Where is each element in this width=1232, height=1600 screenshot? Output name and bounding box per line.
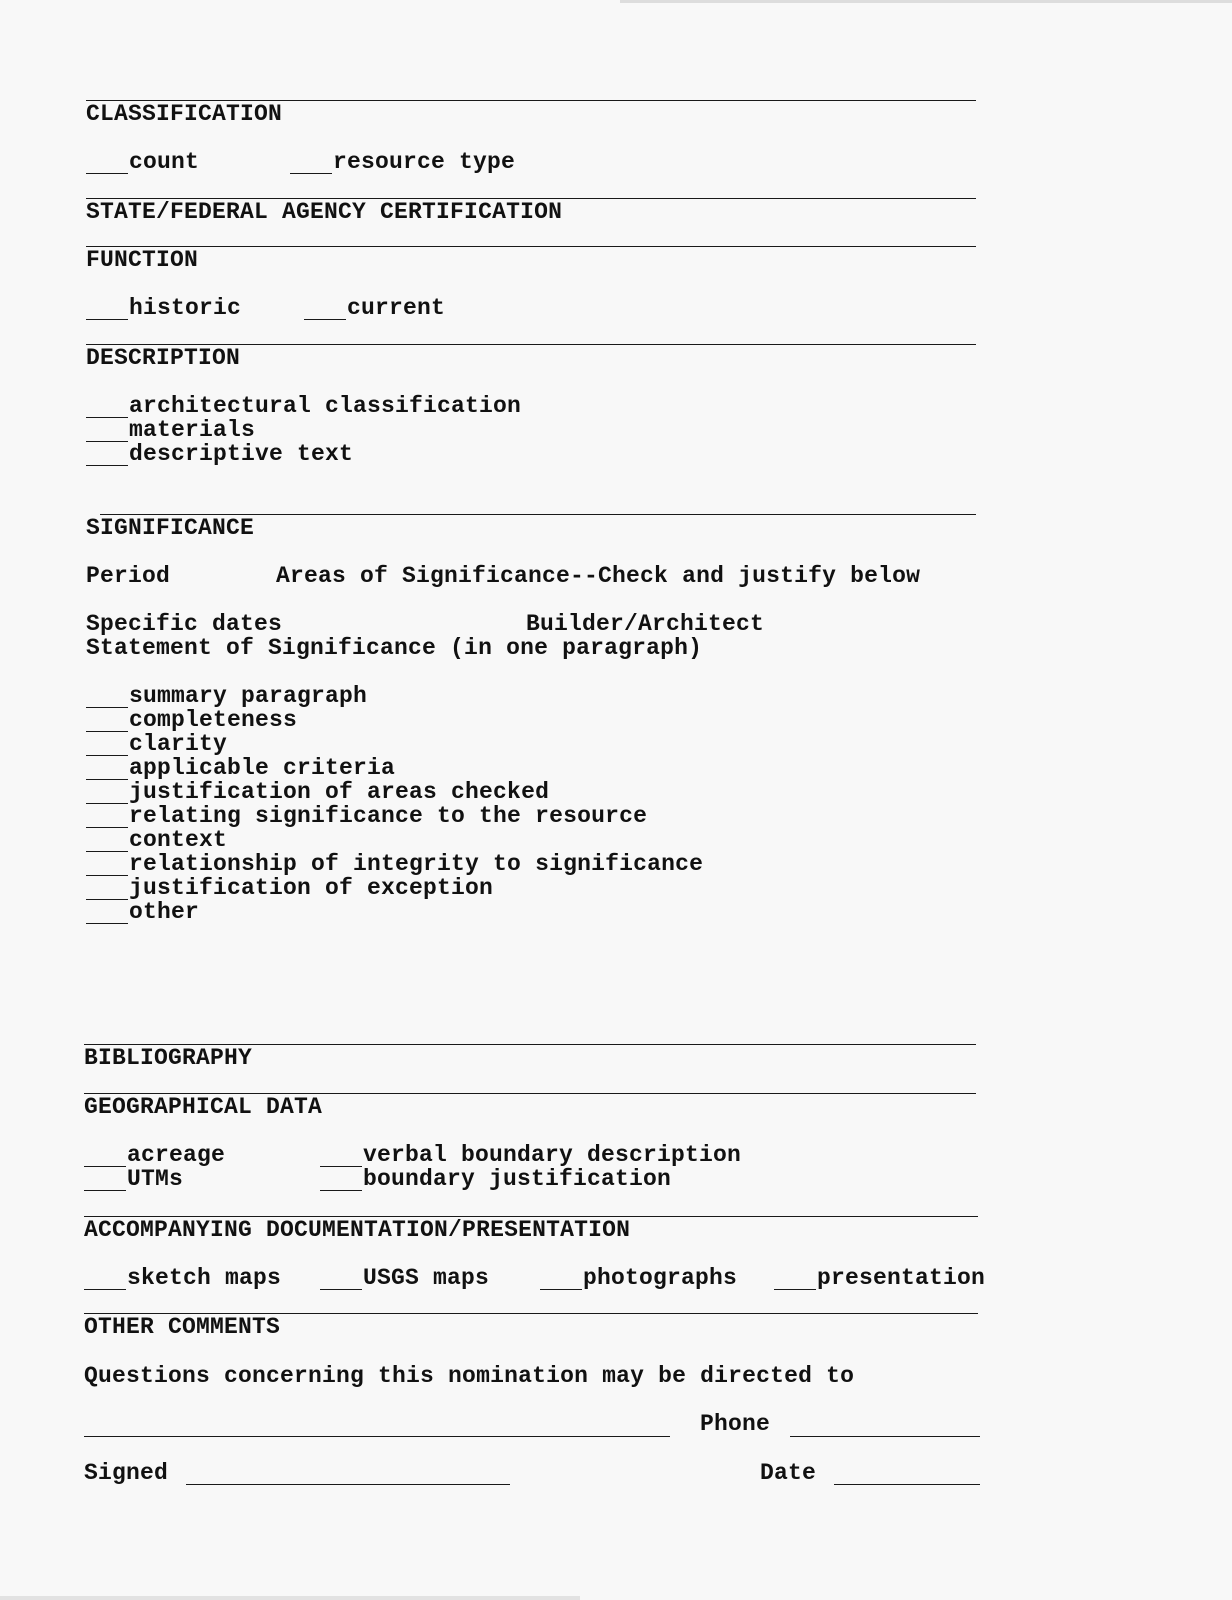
checkbox-summary-paragraph[interactable]: summary paragraph	[86, 684, 367, 708]
specific-dates-label: Specific dates	[86, 611, 283, 637]
bibliography-heading: BIBLIOGRAPHY	[84, 1045, 253, 1071]
checkbox-resource-type[interactable]: resource type	[290, 150, 515, 174]
check-blank[interactable]	[86, 784, 128, 804]
checkbox-completeness[interactable]: completeness	[86, 708, 297, 732]
check-blank[interactable]	[86, 712, 128, 732]
section-rule	[86, 246, 976, 247]
documentation-heading: ACCOMPANYING DOCUMENTATION/PRESENTATION	[84, 1217, 631, 1243]
questions-label: Questions concerning this nomination may be directed to	[84, 1363, 855, 1389]
check-blank[interactable]	[304, 300, 346, 320]
scan-edge-top	[620, 0, 1232, 3]
checkbox-justification-of-exception[interactable]: justification of exception	[86, 876, 493, 900]
function-heading: FUNCTION	[86, 247, 199, 273]
checkbox-materials[interactable]: materials	[86, 418, 255, 442]
checkbox-presentation[interactable]: presentation	[774, 1266, 985, 1290]
phone-field[interactable]	[790, 1436, 980, 1437]
check-blank[interactable]	[86, 398, 128, 418]
checkbox-verbal-boundary[interactable]: verbal boundary description	[320, 1143, 741, 1167]
other-comments-heading: OTHER COMMENTS	[84, 1314, 281, 1340]
checkbox-relating-significance[interactable]: relating significance to the resource	[86, 804, 647, 828]
checkbox-sketch-maps[interactable]: sketch maps	[84, 1266, 281, 1290]
geographical-data-heading: GEOGRAPHICAL DATA	[84, 1094, 323, 1120]
check-blank[interactable]	[86, 808, 128, 828]
checkbox-justification-of-areas[interactable]: justification of areas checked	[86, 780, 549, 804]
checkbox-context[interactable]: context	[86, 828, 227, 852]
phone-label: Phone	[700, 1411, 771, 1437]
check-blank[interactable]	[774, 1270, 816, 1290]
checkbox-photographs[interactable]: photographs	[540, 1266, 737, 1290]
contact-name-field[interactable]	[84, 1436, 670, 1437]
checkbox-descriptive-text[interactable]: descriptive text	[86, 442, 353, 466]
check-blank[interactable]	[84, 1171, 126, 1191]
checkbox-architectural-classification[interactable]: architectural classification	[86, 394, 521, 418]
checkbox-current[interactable]: current	[304, 296, 445, 320]
check-blank[interactable]	[86, 736, 128, 756]
check-blank[interactable]	[86, 760, 128, 780]
statement-of-significance-label: Statement of Significance (in one paragraph)	[86, 635, 703, 661]
checkbox-usgs-maps[interactable]: USGS maps	[320, 1266, 489, 1290]
checkbox-acreage[interactable]: acreage	[84, 1143, 225, 1167]
checkbox-count[interactable]: count	[86, 150, 199, 174]
check-blank[interactable]	[86, 300, 128, 320]
check-blank[interactable]	[320, 1147, 362, 1167]
check-blank[interactable]	[290, 154, 332, 174]
scan-edge-bottom	[0, 1596, 580, 1600]
checkbox-other[interactable]: other	[86, 900, 199, 924]
date-label: Date	[760, 1460, 817, 1486]
check-blank[interactable]	[86, 880, 128, 900]
check-blank[interactable]	[86, 154, 128, 174]
check-blank[interactable]	[86, 904, 128, 924]
date-field[interactable]	[834, 1484, 980, 1485]
checkbox-relationship-of-integrity[interactable]: relationship of integrity to significance	[86, 852, 703, 876]
check-blank[interactable]	[320, 1171, 362, 1191]
builder-architect-label: Builder/Architect	[526, 611, 765, 637]
check-blank[interactable]	[84, 1147, 126, 1167]
check-blank[interactable]	[84, 1270, 126, 1290]
areas-of-significance-label: Areas of Significance--Check and justify below	[276, 563, 921, 589]
checkbox-boundary-justification[interactable]: boundary justification	[320, 1167, 671, 1191]
period-label: Period	[86, 563, 171, 589]
check-blank[interactable]	[86, 688, 128, 708]
signed-label: Signed	[84, 1460, 169, 1486]
classification-heading: CLASSIFICATION	[86, 101, 283, 127]
check-blank[interactable]	[320, 1270, 362, 1290]
checkbox-applicable-criteria[interactable]: applicable criteria	[86, 756, 395, 780]
check-blank[interactable]	[86, 832, 128, 852]
check-blank[interactable]	[540, 1270, 582, 1290]
checkbox-utms[interactable]: UTMs	[84, 1167, 183, 1191]
agency-certification-heading: STATE/FEDERAL AGENCY CERTIFICATION	[86, 199, 563, 225]
checkbox-clarity[interactable]: clarity	[86, 732, 227, 756]
check-blank[interactable]	[86, 856, 128, 876]
significance-heading: SIGNIFICANCE	[86, 515, 255, 541]
checkbox-historic[interactable]: historic	[86, 296, 241, 320]
description-heading: DESCRIPTION	[86, 345, 241, 371]
check-blank[interactable]	[86, 446, 128, 466]
check-blank[interactable]	[86, 422, 128, 442]
signature-field[interactable]	[186, 1484, 510, 1485]
